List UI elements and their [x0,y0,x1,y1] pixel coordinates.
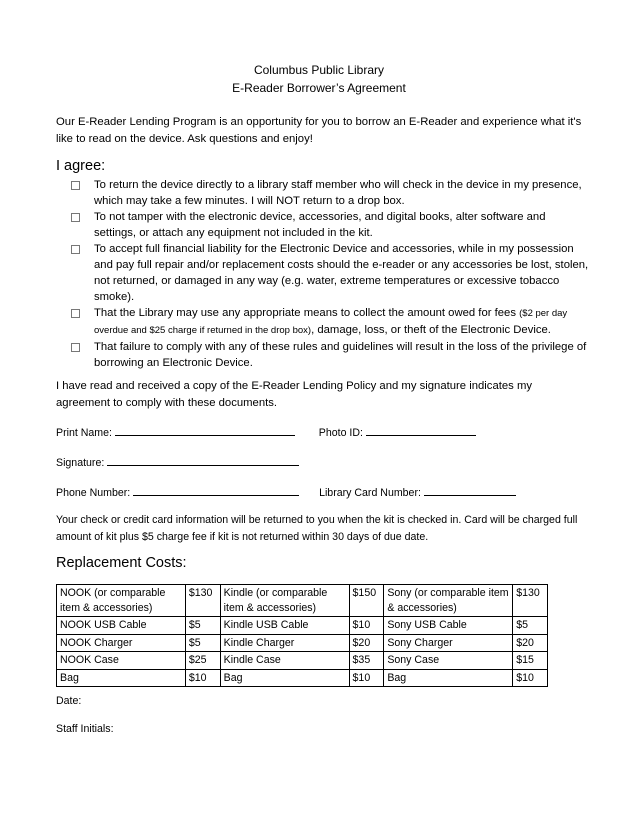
table-cell: Sony Charger [384,634,513,652]
table-cell: $5 [185,634,220,652]
name-photo-row [56,425,476,439]
print-name-label: Print Name: [56,427,112,439]
document-header [0,61,638,97]
table-cell: Bag [384,669,513,687]
table-cell: $10 [349,669,384,687]
staff-initials-label: Staff Initials: [56,723,114,735]
phone-card-row [56,485,516,499]
agree-item-text: That failure to comply with any of these rules and guidelines will result in the loss of the privilege of borrowing an Electronic Device. [94,341,587,369]
photo-id-field[interactable] [366,425,476,436]
table-cell: $15 [513,652,548,670]
table-cell: Kindle USB Cable [220,617,349,635]
photo-id-label: Photo ID: [318,427,363,439]
table-row [57,634,548,652]
document-title: E-Reader Borrower’s Agreement [232,81,406,95]
signature-field[interactable] [107,455,299,466]
table-cell: Sony USB Cable [384,617,513,635]
table-cell: Bag [220,669,349,687]
table-cell: $130 [513,585,548,617]
agree-item [70,305,590,339]
table-cell: NOOK Charger [57,634,186,652]
agree-item-text: To not tamper with the electronic device, accessories, and digital books, alter software and settings, or attach any equipment not included in the kit. [94,211,546,239]
phone-number-field[interactable] [133,485,299,496]
table-cell: $130 [185,585,220,617]
payment-note: Your check or credit card information will be returned to you when the kit is checked in. Card will be charged full amount of kit plus $5 charge fee if kit is not returned within 30 days of due date. [56,514,578,543]
acknowledgement-paragraph: I have read and received a copy of the E-Reader Lending Policy and my signature indicates my agreement to comply with these documents. [56,380,532,409]
date-label: Date: [56,695,82,707]
table-cell: Kindle Charger [220,634,349,652]
table-cell: Kindle (or comparable item & accessories) [220,585,349,617]
replacement-costs-heading: Replacement Costs: [56,555,187,571]
agree-item-text-start: That the Library may use any appropriate means to collect the amount owed for fees [94,307,520,319]
signature-label: Signature: [56,457,105,469]
checkbox-icon[interactable] [71,343,80,352]
intro-paragraph: Our E-Reader Lending Program is an opportunity for you to borrow an E-Reader and experience what it's like to read on the device. Ask questions and enjoy! [56,116,582,145]
table-cell: Sony Case [384,652,513,670]
agree-item [70,177,590,209]
table-cell: $35 [349,652,384,670]
table-cell: Sony (or comparable item & accessories) [384,585,513,617]
table-cell: NOOK Case [57,652,186,670]
agree-item [70,209,590,241]
table-row [57,617,548,635]
table-cell: $5 [185,617,220,635]
signature-row [56,455,299,469]
checkbox-icon[interactable] [71,181,80,190]
agree-item-text: To return the device directly to a library staff member who will check in the device in my presence, which may take a few minutes. I will NOT return to a drop box. [94,179,582,207]
agree-heading: I agree: [56,158,106,174]
library-name: Columbus Public Library [253,63,385,77]
table-cell: $10 [185,669,220,687]
checkbox-icon[interactable] [71,213,80,222]
agree-item-fee-note: ($2 per day overdue and $25 charge if returned in the drop box) [94,308,568,336]
library-card-label: Library Card Number: [319,487,421,499]
replacement-costs-table [56,584,548,687]
table-row [57,585,548,617]
checkbox-icon[interactable] [71,309,80,318]
agree-item-text: To accept full financial liability for the Electronic Device and accessories, while in my possession and pay full repair and/or replacement costs should the e-reader or any accessories be lost, stolen, not returned, or damaged in any way (e.g. water, extreme temperatures or excessive tobacco smoke). [94,243,589,303]
table-cell: NOOK (or comparable item & accessories) [57,585,186,617]
checkbox-icon[interactable] [71,245,80,254]
agree-list [70,177,590,371]
library-card-field[interactable] [424,485,516,496]
table-cell: $5 [513,617,548,635]
table-cell: $10 [513,669,548,687]
table-cell: $20 [349,634,384,652]
table-cell: $20 [513,634,548,652]
print-name-field[interactable] [115,425,295,436]
table-cell: NOOK USB Cable [57,617,186,635]
table-cell: $25 [185,652,220,670]
table-row [57,652,548,670]
agree-item [70,241,590,305]
table-cell: Bag [57,669,186,687]
phone-number-label: Phone Number: [56,487,131,499]
agree-item [70,339,590,371]
table-cell: $10 [349,617,384,635]
table-row [57,669,548,687]
table-cell: Kindle Case [220,652,349,670]
agree-item-text-end: , damage, loss, or theft of the Electronic Device. [311,324,551,336]
table-cell: $150 [349,585,384,617]
